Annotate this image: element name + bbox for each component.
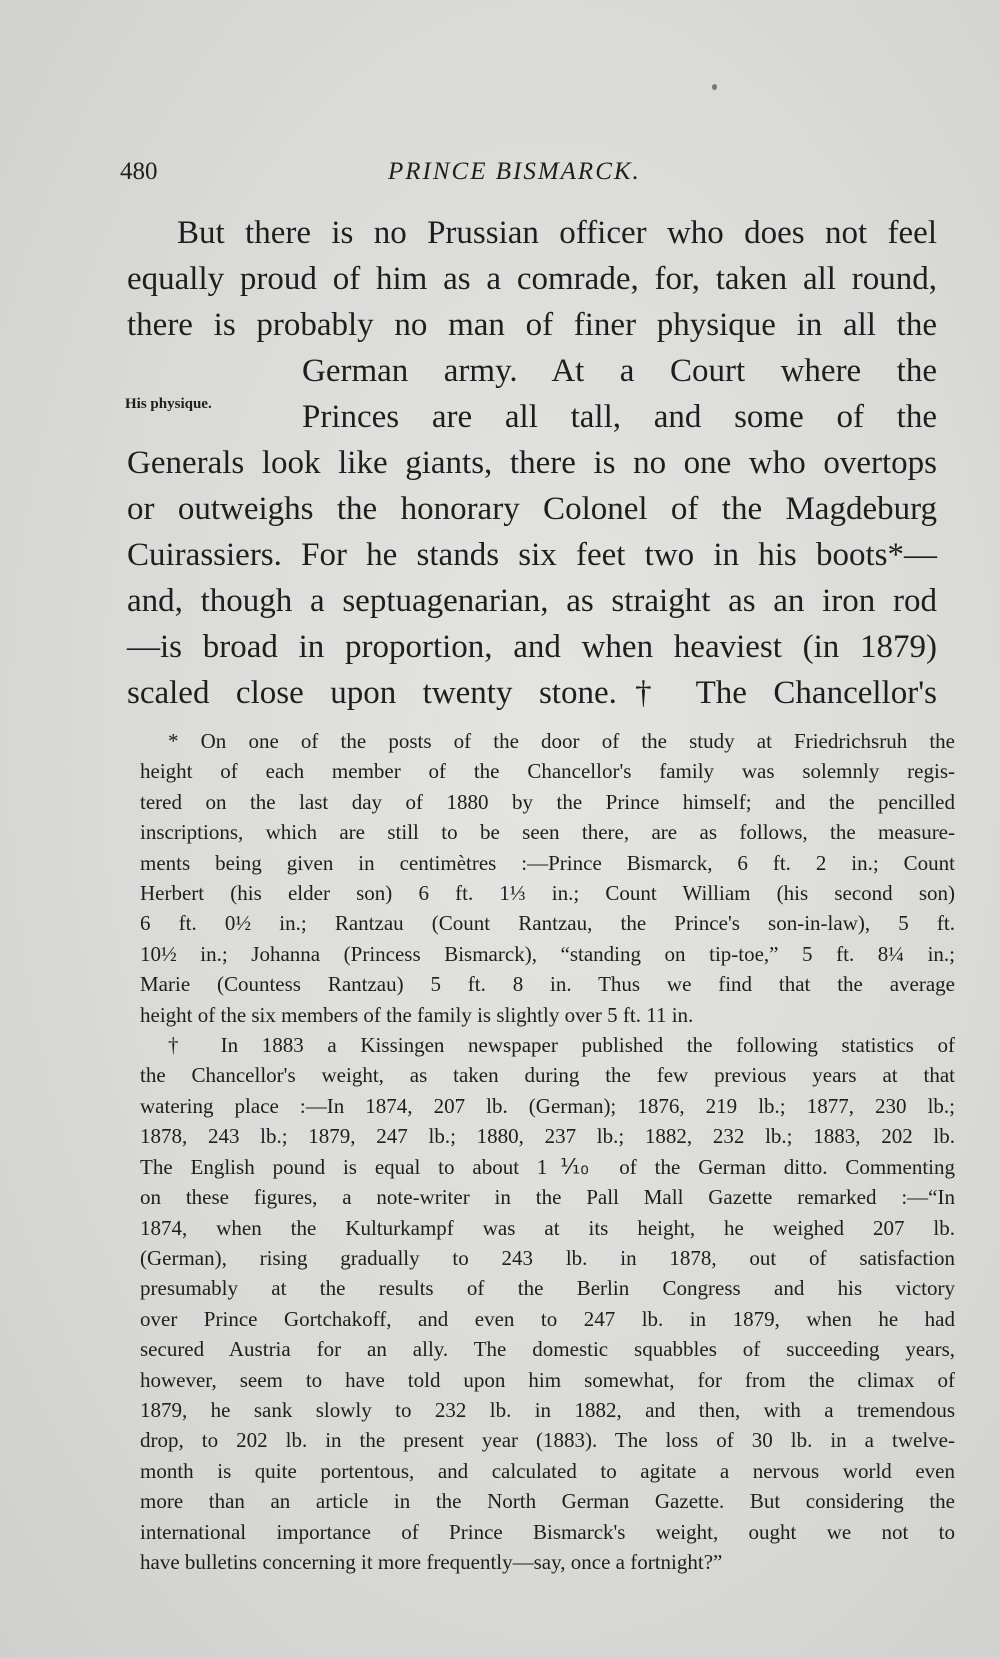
footnote-line: have bulletins concerning it more frequently—say, once a fortnight?” xyxy=(140,1549,723,1574)
footnote-line: more than an article in the North German Gazette. But considering the xyxy=(140,1489,955,1514)
footnote-line: however, seem to have told upon him somewhat, for from the climax of xyxy=(140,1367,955,1392)
footnote-line: height of each member of the Chancellor's family was solemnly regis- xyxy=(140,759,955,784)
footnote-line: 1879, he sank slowly to 232 lb. in 1882, and then, with a tremendous xyxy=(140,1397,955,1422)
footnote-line: 1874, when the Kulturkampf was at its height, he weighed 207 lb. xyxy=(140,1215,955,1240)
footnote-line: the Chancellor's weight, as taken during the few previous years at that xyxy=(140,1063,955,1088)
footnote-line: secured Austria for an ally. The domestic squabbles of succeeding years, xyxy=(140,1337,955,1362)
text-line: equally proud of him as a comrade, for, taken all round, xyxy=(127,261,937,297)
footnote-line: international importance of Prince Bismarck's weight, ought we not to xyxy=(140,1519,955,1544)
footnote-line: over Prince Gortchakoff, and even to 247 lb. in 1879, when he had xyxy=(140,1306,955,1331)
footnote-line: The English pound is equal to about 1⅒ of the German ditto. Commenting xyxy=(140,1154,955,1179)
footnote-line: presumably at the results of the Berlin Congress and his victory xyxy=(140,1276,955,1301)
text-line: or outweighs the honorary Colonel of the Magdeburg xyxy=(127,491,937,527)
footnote-line: * On one of the posts of the door of the study at Friedrichsruh the xyxy=(168,729,955,753)
footnote-line: on these figures, a note-writer in the Pall Mall Gazette remarked :—“In xyxy=(140,1185,955,1210)
page-number: 480 xyxy=(120,158,158,185)
text-line: German army. At a Court where the xyxy=(302,353,937,389)
footnotes xyxy=(140,726,955,1577)
footnote-weight xyxy=(140,1030,955,1577)
footnote-line: Marie (Countess Rantzau) 5 ft. 8 in. Thus we find that the average xyxy=(140,972,955,997)
footnote-line: ments being given in centimètres :—Prince Bismarck, 6 ft. 2 in.; Count xyxy=(140,850,955,875)
footnote-line: (German), rising gradually to 243 lb. in 1878, out of satisfaction xyxy=(140,1245,955,1270)
text-line: Cuirassiers. For he stands six feet two in his boots*— xyxy=(127,537,937,573)
text-line: Generals look like giants, there is no one who overtops xyxy=(127,445,937,481)
text-line: But there is no Prussian officer who does not feel xyxy=(177,215,937,251)
text-line: —is broad in proportion, and when heaviest (in 1879) xyxy=(127,629,937,665)
footnote-line: Herbert (his elder son) 6 ft. 1⅓ in.; Count William (his second son) xyxy=(140,881,955,906)
footnote-line: drop, to 202 lb. in the present year (1883). The loss of 30 lb. in a twelve- xyxy=(140,1428,955,1453)
footnote-line: 1878, 243 lb.; 1879, 247 lb.; 1880, 237 lb.; 1882, 232 lb.; 1883, 202 lb. xyxy=(140,1124,955,1149)
footnote-line: height of the six members of the family is slightly over 5 ft. 11 in. xyxy=(140,1002,694,1027)
footnote-line: inscriptions, which are still to be seen there, are as follows, the measure- xyxy=(140,820,955,845)
text-line: scaled close upon twenty stone.† The Chancellor's xyxy=(127,675,937,711)
page-header xyxy=(120,158,940,198)
footnote-line: † In 1883 a Kissingen newspaper published the following statistics of xyxy=(168,1033,955,1058)
text-line: Princes are all tall, and some of the xyxy=(302,399,937,435)
footnote-line: 6 ft. 0½ in.; Rantzau (Count Rantzau, the Prince's son-in-law), 5 ft. xyxy=(140,911,955,936)
main-paragraph xyxy=(127,210,937,716)
dust-speck xyxy=(712,84,717,90)
footnote-line: month is quite portentous, and calculated to agitate a nervous world even xyxy=(140,1458,955,1483)
running-title: PRINCE BISMARCK. xyxy=(388,158,641,185)
footnote-line: 10½ in.; Johanna (Princess Bismarck), “standing on tip-toe,” 5 ft. 8¼ in.; xyxy=(140,941,955,966)
footnote-line: tered on the last day of 1880 by the Prince himself; and the pencilled xyxy=(140,789,955,814)
text-line: there is probably no man of finer physique in all the xyxy=(127,307,937,343)
footnote-height xyxy=(140,726,955,1030)
footnote-line: watering place :—In 1874, 207 lb. (German); 1876, 219 lb.; 1877, 230 lb.; xyxy=(140,1093,955,1118)
margin-note: His physique. xyxy=(125,396,212,412)
text-line: and, though a septuagenarian, as straight as an iron rod xyxy=(127,583,937,619)
